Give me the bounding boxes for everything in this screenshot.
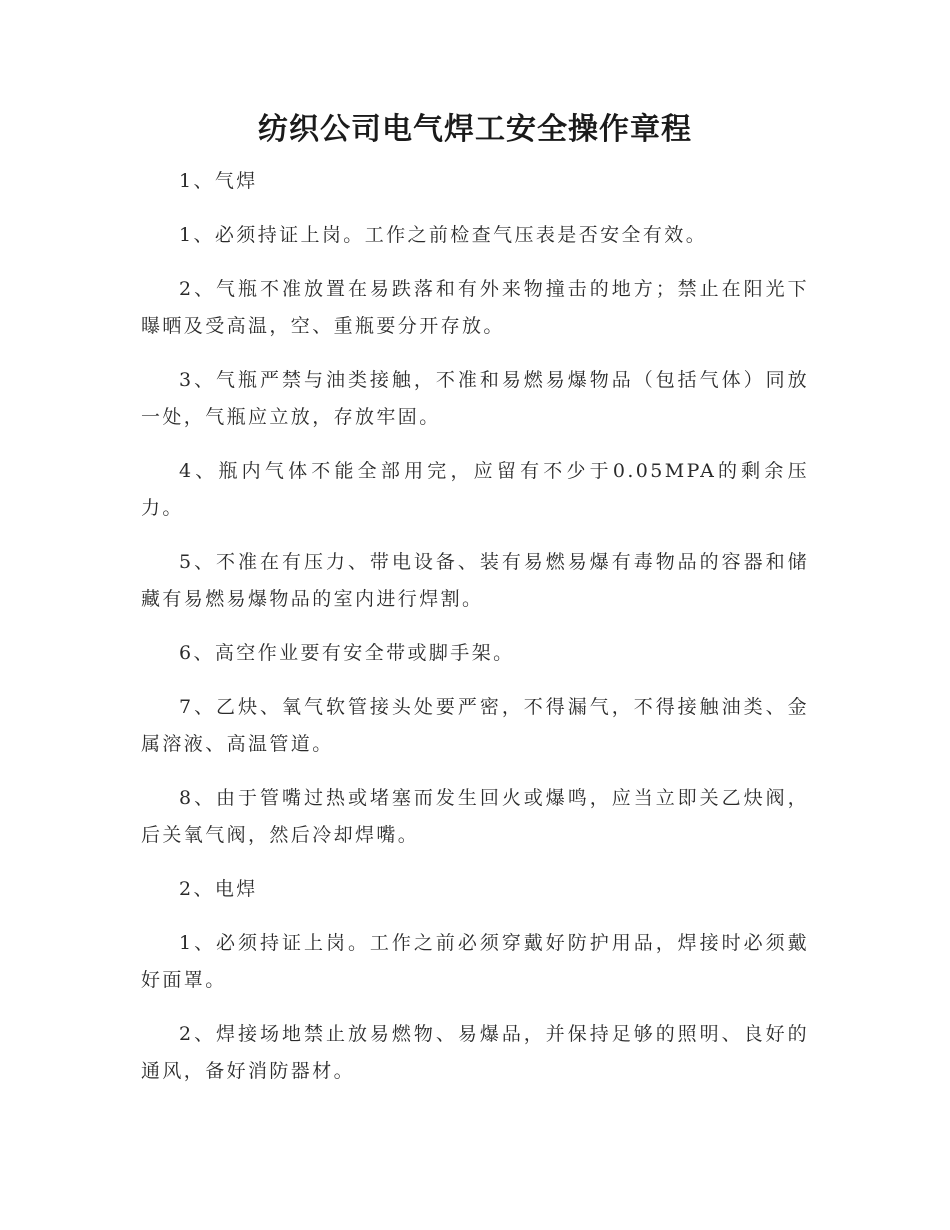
- paragraph: 3、气瓶严禁与油类接触，不准和易燃易爆物品（包括气体）同放一处，气瓶应立放，存放牢固。: [141, 369, 809, 428]
- section-heading-gas-welding: 1、气焊: [179, 170, 258, 192]
- document-title: 纺织公司电气焊工安全操作章程: [258, 112, 692, 147]
- section-heading-electric-welding: 2、电焊: [179, 878, 258, 900]
- paragraph: 1、必须持证上岗。工作之前检查气压表是否安全有效。: [179, 224, 708, 246]
- paragraph: 1、必须持证上岗。工作之前必须穿戴好防护用品，焊接时必须戴好面罩。: [141, 932, 809, 991]
- paragraph: 6、高空作业要有安全带或脚手架。: [179, 642, 515, 664]
- paragraph: 4、瓶内气体不能全部用完，应留有不少于0.05MPA的剩余压力。: [141, 460, 809, 519]
- paragraph: 2、气瓶不准放置在易跌落和有外来物撞击的地方；禁止在阳光下曝晒及受高温，空、重瓶要分开存放。: [141, 278, 809, 337]
- paragraph: 8、由于管嘴过热或堵塞而发生回火或爆鸣，应当立即关乙炔阀，后关氧气阀，然后冷却焊嘴。: [141, 787, 809, 846]
- document-body: [141, 163, 809, 1107]
- paragraph: 7、乙炔、氧气软管接头处要严密，不得漏气，不得接触油类、金属溶液、高温管道。: [141, 696, 809, 755]
- paragraph: 2、焊接场地禁止放易燃物、易爆品，并保持足够的照明、良好的通风，备好消防器材。: [141, 1023, 809, 1082]
- paragraph: 5、不准在有压力、带电设备、装有易燃易爆有毒物品的容器和储藏有易燃易爆物品的室内进行焊割。: [141, 551, 809, 610]
